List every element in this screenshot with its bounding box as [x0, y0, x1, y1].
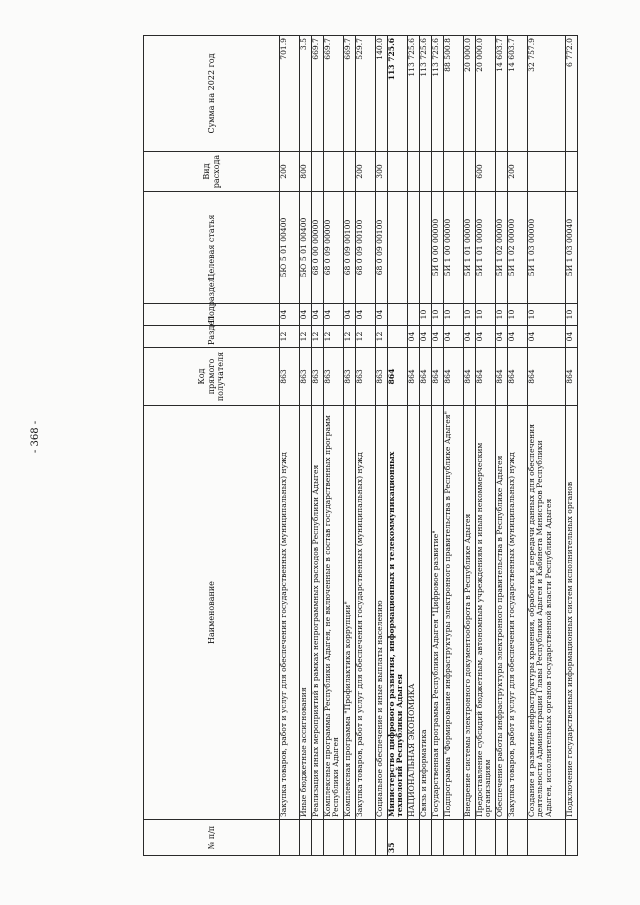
cell-podrazdel: 10	[476, 304, 496, 326]
cell-cs: 5И 0 00 00000	[432, 192, 444, 304]
cell-sum: 113 725.6	[420, 36, 432, 152]
cell-razdel: 12	[280, 326, 300, 348]
cell-name: Комплексные программы Республики Адыгея, не включенные в состав государственных программ Республики Адыгея	[324, 406, 344, 820]
table-row	[496, 36, 508, 856]
cell-vr	[464, 152, 476, 192]
cell-razdel: 04	[566, 326, 578, 348]
rotated-table-container	[143, 36, 623, 856]
cell-name: Внедрение системы электронного документооборота в Республике Адыгея	[464, 406, 476, 820]
table-row	[508, 36, 528, 856]
cell-code: 864	[508, 348, 528, 406]
cell-razdel: 04	[464, 326, 476, 348]
cell-code: 864	[566, 348, 578, 406]
cell-sum: 14 603.7	[496, 36, 508, 152]
cell-cs: 5И 1 01 00000	[464, 192, 476, 304]
cell-vr	[432, 152, 444, 192]
cell-razdel: 04	[408, 326, 420, 348]
cell-razdel	[388, 326, 408, 348]
cell-code: 864	[444, 348, 464, 406]
cell-code: 864	[388, 348, 408, 406]
cell-vr	[324, 152, 344, 192]
cell-num	[444, 820, 464, 856]
cell-podrazdel: 10	[528, 304, 566, 326]
table-row	[324, 36, 344, 856]
cell-podrazdel: 10	[566, 304, 578, 326]
cell-razdel: 12	[324, 326, 344, 348]
cell-razdel: 04	[476, 326, 496, 348]
cell-num	[356, 820, 376, 856]
cell-name: Обеспечение работы инфраструктуры электронного правительства в Республике Адыгея	[496, 406, 508, 820]
cell-name: Реализация иных мероприятий в рамках непрограммных расходов Республики Адыгея	[312, 406, 324, 820]
cell-podrazdel: 04	[324, 304, 344, 326]
cell-code: 863	[344, 348, 356, 406]
cell-podrazdel: 10	[496, 304, 508, 326]
cell-razdel: 04	[432, 326, 444, 348]
cell-cs: 5И 1 02 00000	[496, 192, 508, 304]
cell-num	[566, 820, 578, 856]
cell-cs: 5И 1 01 00000	[476, 192, 496, 304]
cell-num	[408, 820, 420, 856]
cell-razdel: 04	[528, 326, 566, 348]
cell-vr: 200	[508, 152, 528, 192]
cell-sum: 20 000.0	[476, 36, 496, 152]
cell-cs: 68 0 09 00100	[344, 192, 356, 304]
cell-razdel: 12	[300, 326, 312, 348]
table-row	[312, 36, 324, 856]
cell-vr: 800	[300, 152, 312, 192]
cell-vr	[420, 152, 432, 192]
header-vr: Вид расхода	[144, 152, 280, 192]
cell-cs	[420, 192, 432, 304]
cell-sum: 113 725.6	[408, 36, 420, 152]
cell-vr	[388, 152, 408, 192]
table-row	[444, 36, 464, 856]
cell-cs: 5Ю 5 01 00400	[300, 192, 312, 304]
cell-name: Подпрограмма "Формирование инфраструктуры электронного правительства в Республике Адыгея"	[444, 406, 464, 820]
cell-razdel: 12	[312, 326, 324, 348]
cell-podrazdel: 10	[464, 304, 476, 326]
cell-name: НАЦИОНАЛЬНАЯ ЭКОНОМИКА	[408, 406, 420, 820]
cell-cs: 68 0 00 00000	[312, 192, 324, 304]
table-row	[344, 36, 356, 856]
cell-name: Закупка товаров, работ и услуг для обеспечения государственных (муниципальных) нужд	[280, 406, 300, 820]
cell-num	[464, 820, 476, 856]
cell-podrazdel: 10	[420, 304, 432, 326]
cell-vr	[566, 152, 578, 192]
cell-podrazdel: 04	[376, 304, 388, 326]
cell-num	[344, 820, 356, 856]
cell-cs: 68 0 09 00100	[356, 192, 376, 304]
cell-num: 35	[388, 820, 408, 856]
cell-cs	[388, 192, 408, 304]
cell-code: 863	[280, 348, 300, 406]
cell-code: 864	[432, 348, 444, 406]
cell-razdel: 04	[420, 326, 432, 348]
cell-podrazdel: 10	[508, 304, 528, 326]
table-row	[432, 36, 444, 856]
cell-name: Комплексная программа "Профилактика коррупции"	[344, 406, 356, 820]
cell-cs: 68 0 09 00100	[376, 192, 388, 304]
cell-podrazdel: 04	[280, 304, 300, 326]
cell-vr	[408, 152, 420, 192]
cell-name: Предоставление субсидий бюджетным, автономным учреждениям и иным некоммерческим организациям	[476, 406, 496, 820]
table-row	[408, 36, 420, 856]
cell-name: Государственная программа Республики Адыгея "Цифровое развитие"	[432, 406, 444, 820]
cell-razdel: 04	[496, 326, 508, 348]
cell-vr: 600	[476, 152, 496, 192]
cell-vr: 200	[280, 152, 300, 192]
cell-num	[300, 820, 312, 856]
cell-sum: 14 603.7	[508, 36, 528, 152]
cell-sum: 20 000.0	[464, 36, 476, 152]
cell-code: 863	[356, 348, 376, 406]
cell-cs: 5И 1 03 00040	[566, 192, 578, 304]
cell-razdel: 12	[344, 326, 356, 348]
cell-code: 864	[464, 348, 476, 406]
cell-sum: 6 772.0	[566, 36, 578, 152]
cell-sum: 669.7	[312, 36, 324, 152]
table-row	[300, 36, 312, 856]
header-num: № п/п	[144, 820, 280, 856]
cell-razdel: 04	[444, 326, 464, 348]
cell-code: 863	[376, 348, 388, 406]
cell-vr	[344, 152, 356, 192]
cell-podrazdel: 04	[300, 304, 312, 326]
cell-podrazdel: 10	[432, 304, 444, 326]
table-row	[528, 36, 566, 856]
cell-name: Подключение государственных информационных систем исполнительных органов	[566, 406, 578, 820]
cell-num	[280, 820, 300, 856]
cell-code: 863	[312, 348, 324, 406]
cell-razdel: 12	[376, 326, 388, 348]
cell-num	[508, 820, 528, 856]
cell-sum: 3.5	[300, 36, 312, 152]
cell-sum: 529.7	[356, 36, 376, 152]
table-row	[376, 36, 388, 856]
cell-cs: 5И 1 02 00000	[508, 192, 528, 304]
header-name: Наименование	[144, 406, 280, 820]
cell-vr	[312, 152, 324, 192]
cell-sum: 113 725.6	[432, 36, 444, 152]
cell-podrazdel	[388, 304, 408, 326]
table-row	[420, 36, 432, 856]
cell-name: Создание и развитие инфраструктуры хранения, обработки и передачи данных для обеспечения деятельности Администрации Главы Республики Адыгея и Кабинета Министров Республики Адыгея, исполнительных органов государственной власти Республики Адыгея	[528, 406, 566, 820]
cell-name: Связь и информатика	[420, 406, 432, 820]
cell-vr	[528, 152, 566, 192]
cell-cs: 5Ю 5 01 00400	[280, 192, 300, 304]
cell-sum: 32 757.9	[528, 36, 566, 152]
cell-cs: 5И 1 00 00000	[444, 192, 464, 304]
page-number: - 368 -	[30, 420, 41, 453]
header-razdel: Раздел	[144, 326, 280, 348]
cell-sum: 140.0	[376, 36, 388, 152]
cell-name: Социальное обеспечение и иные выплаты населению	[376, 406, 388, 820]
cell-cs	[408, 192, 420, 304]
cell-sum: 669.7	[344, 36, 356, 152]
header-code: Код прямого получателя	[144, 348, 280, 406]
table-body	[280, 36, 578, 856]
cell-num	[376, 820, 388, 856]
cell-razdel: 12	[356, 326, 376, 348]
cell-sum: 88 500.8	[444, 36, 464, 152]
cell-vr	[444, 152, 464, 192]
cell-name: Закупка товаров, работ и услуг для обеспечения государственных (муниципальных) нужд	[356, 406, 376, 820]
cell-num	[476, 820, 496, 856]
cell-code: 864	[528, 348, 566, 406]
cell-code: 864	[476, 348, 496, 406]
cell-podrazdel: 04	[312, 304, 324, 326]
cell-code: 864	[420, 348, 432, 406]
cell-vr: 200	[356, 152, 376, 192]
cell-num	[528, 820, 566, 856]
cell-num	[432, 820, 444, 856]
budget-table	[143, 35, 578, 856]
cell-razdel: 04	[508, 326, 528, 348]
cell-podrazdel: 04	[356, 304, 376, 326]
cell-num	[324, 820, 344, 856]
cell-num	[420, 820, 432, 856]
cell-sum: 113 725.6	[388, 36, 408, 152]
table-row	[566, 36, 578, 856]
cell-num	[312, 820, 324, 856]
cell-podrazdel: 04	[344, 304, 356, 326]
header-podrazdel: Подраздел	[144, 304, 280, 326]
cell-vr	[496, 152, 508, 192]
cell-podrazdel	[408, 304, 420, 326]
cell-name: Министерство цифрового развития, информационных и телекоммуникационных технологий Республики Адыгея	[388, 406, 408, 820]
header-cs: Целевая статья	[144, 192, 280, 304]
cell-code: 863	[324, 348, 344, 406]
cell-code: 863	[300, 348, 312, 406]
header-sum: Сумма на 2022 год	[144, 36, 280, 152]
header-row	[144, 36, 280, 856]
table-row	[476, 36, 496, 856]
cell-code: 864	[496, 348, 508, 406]
cell-cs: 5И 1 03 00000	[528, 192, 566, 304]
table-row	[356, 36, 376, 856]
cell-name: Иные бюджетные ассигнования	[300, 406, 312, 820]
table-row	[280, 36, 300, 856]
cell-num	[496, 820, 508, 856]
cell-sum: 669.7	[324, 36, 344, 152]
cell-sum: 701.9	[280, 36, 300, 152]
cell-vr: 300	[376, 152, 388, 192]
cell-cs: 68 0 09 00000	[324, 192, 344, 304]
cell-name: Закупка товаров, работ и услуг для обеспечения государственных (муниципальных) нужд	[508, 406, 528, 820]
cell-podrazdel: 10	[444, 304, 464, 326]
cell-code: 864	[408, 348, 420, 406]
table-row	[388, 36, 408, 856]
table-row	[464, 36, 476, 856]
